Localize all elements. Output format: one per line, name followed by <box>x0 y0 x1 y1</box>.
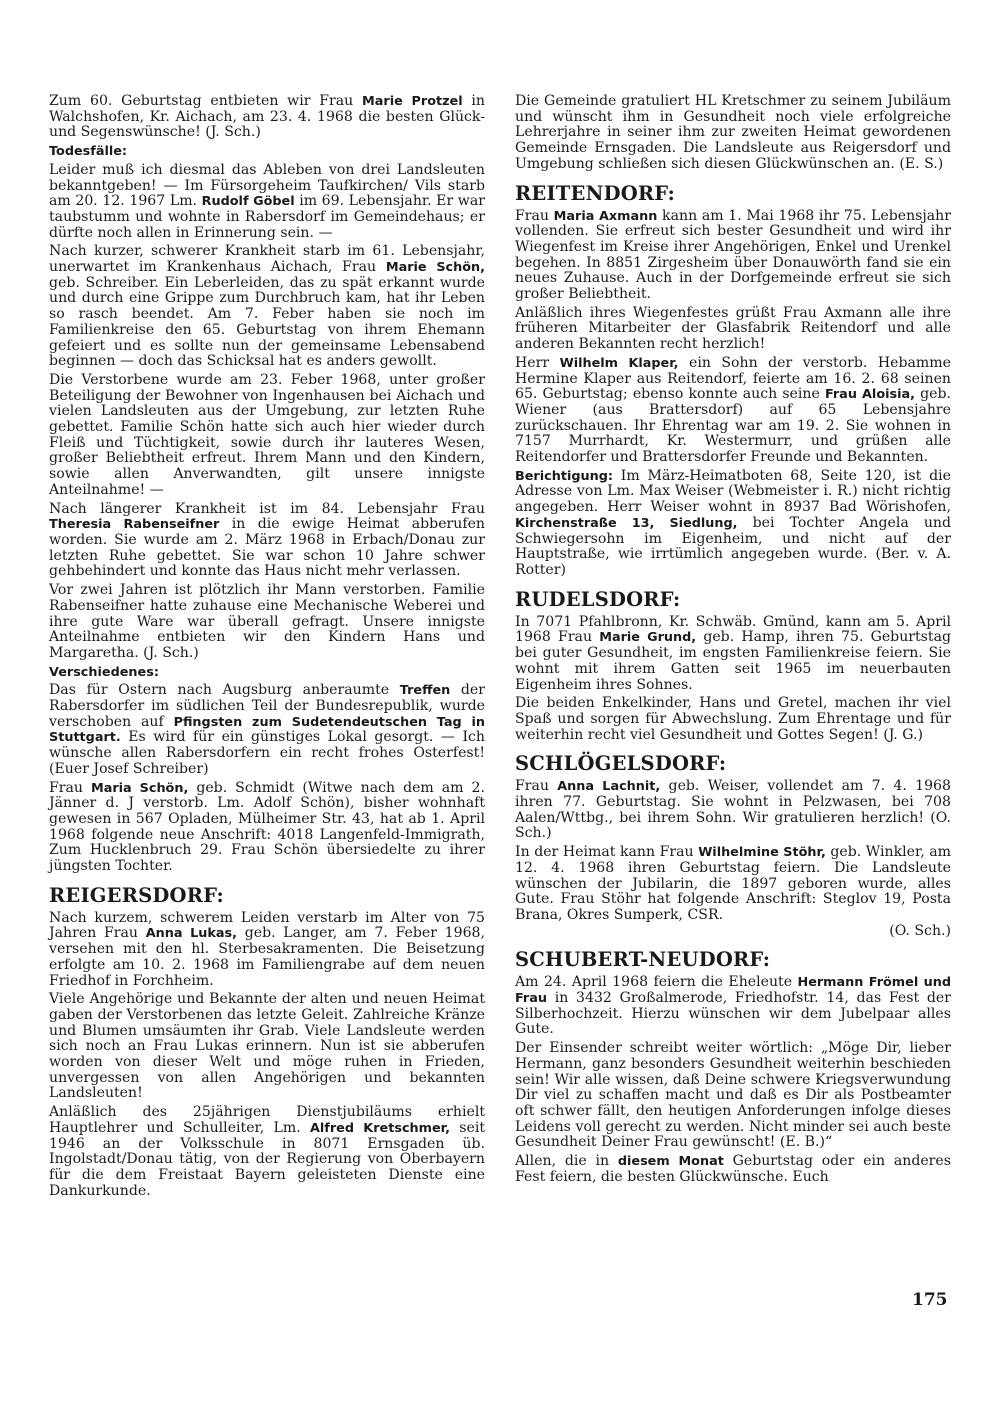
event-name: Pfingsten zum Sudetendeutschen Tag in Stuttgart. <box>49 714 485 746</box>
text-segment: Nach kurzer, schwerer Krankheit starb im 61. Lebensjahr, unerwartet im Krankenhaus Aichach, Frau <box>49 243 485 276</box>
person-name: Marie Grund, <box>599 630 697 646</box>
obituary-lukas-farewell: Viele Angehörige und Bekannte der alten und neuen Heimat gaben der Verstorbenen das letzte Geleit. Zahlreiche Kränze und Blumen umsäumten ihr Grab. Viele Landsleute werden sich noch an Frau Lukas erinnern. Nun ist sie abberufen worden von dieser Welt und möge ruhen in Frieden, unvergessen von allen Angehörigen und bekannten Landsleuten! <box>49 991 485 1102</box>
notice-treffen <box>49 683 485 777</box>
person-name: Marie Protzel <box>362 94 463 109</box>
text-segment: Zum 60. Geburtstag entbieten wir Frau <box>49 93 363 109</box>
text-segment: in Walchshofen, Kr. Aichach, am 23. 4. 1968 die besten Glück- und Segenswünsche! (J. Sch.) <box>49 93 485 141</box>
text-segment: In der Heimat kann Frau <box>515 844 699 861</box>
birthday-wilhelm-klaper <box>515 356 951 466</box>
text-segment: Anläßlich des 25jährigen Dienstjubiläums erhielt Hauptlehrer und Schulleiter, Lm. <box>49 1104 485 1136</box>
text-segment: geb. Wiener (aus Brattersdorf) auf 65 Lebensjahre zurückschauen. Ihr Ehrentag war am 19. 2. Sie wohnen in 7157 Murrhardt, Kr. Westermurr, und grüßen alle Reitendorfer und Brattersdorfer Freunde und Bekannten. <box>515 386 951 466</box>
section-heading-reigersdorf: REIGERSDORF: <box>49 883 224 907</box>
text-segment: Das für Ostern nach Augsburg anberaumte <box>49 682 400 699</box>
text-segment: Leider muß ich diesmal das Ableben von drei Landsleuten bekanntgeben! — Im Fürsorgeheim Taufkirchen/ Vils starb am 20. 12. 1967 Lm. <box>49 161 485 210</box>
text-segment: Frau <box>515 778 558 795</box>
text-segment: Am 24. April 1968 feiern die Eheleute <box>515 974 798 991</box>
signature-o-sch: (O. Sch.) <box>889 922 951 939</box>
subheading-verschiedenes: Verschiedenes: <box>49 664 159 680</box>
grund-grandchildren: Die beiden Enkelkinder, Hans und Gretel, machen ihr viel Spaß und sorgen für Abwechslung. Zum Ehrentage und für weiterhin recht viel Gesundheit und Gottes Segen! (J. G.) <box>515 695 951 743</box>
person-name: Frau Aloisia, <box>824 387 915 403</box>
obituary-schoen-funeral: Die Verstorbene wurde am 23. Feber 1968, unter großer Beteiligung der Bewohner von Ingenhausen bei Aichach und vielen Landsleuten aus der Umgebung, zur letzten Ruhe gebettet. Familie Schön hatte sich auch hier wieder durch Fleiß und Tüchtigkeit, sowie durch ihr lauteres Wesen, großer Beliebtheit erfreut. Ihrem Mann und den Kindern, sowie allen Anverwandten, gilt unsere innigste Anteilnahme! — <box>49 371 485 498</box>
person-name: Anna Lukas, <box>145 926 238 942</box>
text-segment: bei Tochter Angela und Schwiegersohn im Eigenheim, und nicht auf der Hauptstraße, wie irrtümlich angegeben wurde. (Ber. v. A. Rotter) <box>515 514 951 578</box>
right-column <box>515 94 951 1188</box>
text-segment: in die ewige Heimat abberufen worden. Sie wurde am 2. März 1968 in Erbach/Donau zur letzten Ruhe gebettet. Sie war schon 10 Jahre schwer gehbehindert und konnte das Haus nicht mehr verlassen. <box>49 516 485 580</box>
section-heading-schloegelsdorf: SCHLÖGELSDORF: <box>515 752 727 776</box>
event-name: Treffen <box>399 683 451 699</box>
correction-notice <box>515 469 951 579</box>
monthly-greeting <box>515 1154 951 1185</box>
person-name: Rudolf Göbel <box>201 194 295 210</box>
text-segment: Frau <box>49 779 91 796</box>
text-segment: Nach kurzem, schwerem Leiden verstarb im Alter von 75 Jahren Frau <box>49 909 485 942</box>
text-segment: in 3432 Großalmerode, Friedhofstr. 14, das Fest der Silberhochzeit. Hierzu wünschen wir dem Jubelpaar alles Gute. <box>515 990 951 1038</box>
letter-quote: Der Einsender schreibt weiter wörtlich: „Möge Dir, lieber Hermann, ganz besonders Gesundheit weiterhin beschieden sein! Wir alle wissen, daß Deine schwere Kriegsverwundung Dir viel zu schaffen macht und daß es Dir als Postbeamter oft schwer fällt, den heutigen Anforderungen infolge dieses Leidens voll gerecht zu werden. Nicht minder sei auch beste Gesundheit Deiner Frau gewünscht! (E. B.)“ <box>515 1040 951 1151</box>
text-segment: Frau <box>515 207 554 224</box>
text-segment: seit 1946 an der Volksschule in 8071 Ernsgaden üb. Ingolstadt/Donau tätig, von der Regierung von Oberbayern für die dem Freistaat Bayern geleisteten Dienste eine Dankurkunde. <box>49 1119 485 1199</box>
person-name: Marie Schön, <box>385 260 485 276</box>
text-segment: der Rabersdorfer im südlichen Teil der Bundesrepublik, wurde verschoben auf <box>49 682 485 730</box>
greeting-axmann: Anläßlich ihres Wiegenfestes grüßt Frau Axmann alle ihre früheren Mitarbeiter der Glasfabrik Reitendorf und alle anderen Bekannten recht herzlich! <box>515 304 951 353</box>
section-heading-reitendorf: REITENDORF: <box>515 181 676 205</box>
text-segment: geb. Winkler, am 12. 4. 1968 ihren Geburtstag feiern. Die Landsleute wünschen der Jubilarin, die 1897 geboren wurde, alles Gute. Frau Stöhr hat folgende Anschrift: Steglov 19, Posta Brana, Okres Sumperk, CSR. <box>515 844 952 923</box>
left-column <box>49 94 485 1202</box>
person-name: Theresia Rabenseifner <box>49 517 220 533</box>
obituary-anna-lukas <box>49 911 485 990</box>
birthday-maria-axmann <box>515 209 951 303</box>
congratulation-kretschmer: Die Gemeinde gratuliert HL Kretschmer zu seinem Jubiläum und wünscht ihm in Gesundheit noch viele erfolgreiche Lehrerjahre in seiner ihm zur zweiten Heimat gewordenen Gemeinde Ernsgaden. Die Landsleute aus Reigersdorf und Umgebung schließen sich diesen Glückwünschen an. (E. S.) <box>515 93 951 172</box>
obituary-rudolf-goebel <box>49 163 485 242</box>
correction-label: Berichtigung: <box>515 468 613 484</box>
person-name: Wilhelm Klaper, <box>559 355 679 371</box>
text-segment: Es wird für ein günstiges Lokal gesorgt. — Ich wünsche allen Rabersdorfern ein recht frohes Osterfest! (Euer Josef Schreiber) <box>49 729 485 777</box>
obituary-marie-schoen <box>49 244 485 370</box>
text-segment: Im März-Heimatboten 68, Seite 120, ist die Adresse von Lm. Max Weiser (Webmeister i. R.) nicht richtig angegeben. Herr Weiser wohnt in 8937 Bad Wörishofen, <box>515 467 951 516</box>
notice-maria-schoen-address <box>49 781 485 875</box>
text-segment: geb. Schmidt (Witwe nach dem am 2. Jänner d. J verstorb. Lm. Adolf Schön), bisher wohnhaft gewesen in 567 Opladen, Mülheimer Str. 43, hat ab 1. April 1968 folgende neue Anschrift: 4018 Langenfeld-Immigrath, Zum Hucklenbruch 29. Frau Schön übersiedelte zu ihrer jüngsten Tochter. <box>49 779 485 875</box>
text-segment: kann am 1. Mai 1968 ihr 75. Lebensjahr vollenden. Sie erfreut sich bester Gesundheit und wird ihr Wiegenfest im Kreise ihrer Angehörigen, Enkel und Urenkel begehen. In 8851 Zirgesheim über Donauwörth fand sie ein neues Zuhause. Auch in der Dorfgemeinde erfreut sie sich großer Beliebtheit. <box>515 207 951 303</box>
address-highlight: Kirchenstraße 13, Siedlung, <box>515 515 738 531</box>
page-number: 175 <box>912 1290 948 1310</box>
text-segment: geb. Hamp, ihren 75. Geburtstag bei guter Gesundheit, im engsten Familienkreise feiern. Sie wohnt mit ihrem Gatten seit 1965 im neuerbauten Eigenheim ihres Sohnes. <box>515 629 951 693</box>
person-name: Maria Axmann <box>553 208 658 224</box>
text-segment: geb. Langer, am 7. Feber 1968, versehen mit den hl. Sterbesakramenten. Die Beisetzung erfolgte am 10. 2. 1968 im Familiengrabe auf dem neuen Friedhof in Forchheim. <box>49 925 485 989</box>
text-segment: Nach längerer Krankheit ist im 84. Lebensjahr Frau <box>49 500 485 517</box>
birthday-marie-protzel <box>49 94 485 141</box>
text-segment: ein Sohn der verstorb. Hebamme Hermine Klaper aus Reitendorf, feierte am 16. 2. 68 seinen 65. Geburtstag; ebenso konnte auch seine <box>515 354 951 403</box>
section-heading-schubert-neudorf: SCHUBERT-NEUDORF: <box>515 948 771 972</box>
birthday-anna-lachnit <box>515 779 951 842</box>
obituary-rabenseifner-family: Vor zwei Jahren ist plötzlich ihr Mann verstorben. Familie Rabenseifner hatte zuhause eine Mechanische Weberei und ihre gute Ware war überall gefragt. Unsere innigste Anteilnahme entbieten wir den Kindern Hans und Margaretha. (J. Sch.) <box>49 582 485 661</box>
person-name: Hermann Frömel und Frau <box>515 975 951 1007</box>
text-segment: geb. Weiser, vollendet am 7. 4. 1968 ihren 77. Geburtstag. Sie wohnt in Pelzwasen, bei 708 Aalen/Wttbg., bei ihrem Sohn. Wir gratulieren herzlich! (O. Sch.) <box>515 778 951 842</box>
text-segment: Herr <box>515 354 560 371</box>
text-segment: im 69. Lebensjahr. Er war taubstumm und wohnte in Rabersdorf im Gemeindehaus; er dürfte noch allen in Erinnerung sein. — <box>49 193 485 241</box>
birthday-marie-grund <box>515 615 951 694</box>
person-name: Maria Schön, <box>90 780 189 796</box>
text-segment: geb. Schreiber. Ein Leberleiden, das zu spät erkannt wurde und durch eine Grippe zum Durchbruch kam, hat ihr Leben so rasch beendet. Am 7. Feber haben sie noch im Familienkreise den 65. Geburtstag von ihrem Ehemann gefeiert und es sollte nun der gemeinsame Lebensabend beginnen — doch das Schicksal hat es anders gewollt. <box>49 274 485 370</box>
subheading-todesfaelle: Todesfälle: <box>49 144 128 160</box>
person-name: Alfred Kretschmer, <box>310 1120 450 1136</box>
jubilee-alfred-kretschmer <box>49 1105 485 1199</box>
birthday-wilhelmine-stoehr <box>515 845 951 924</box>
person-name: Wilhelmine Stöhr, <box>698 845 826 861</box>
text-segment: In 7071 Pfahlbronn, Kr. Schwäb. Gmünd, kann am 5. April 1968 Frau <box>515 613 951 646</box>
text-segment: Geburtstag oder ein anderes Fest feiern, die besten Glückwünsche. Euch <box>515 1153 951 1185</box>
text-segment: Allen, die in <box>515 1153 618 1170</box>
section-heading-rudelsdorf: RUDELSDORF: <box>515 587 681 611</box>
person-name: Anna Lachnit, <box>557 779 661 795</box>
obituary-theresia-rabenseifner <box>49 502 485 581</box>
emphasis: diesem Monat <box>617 1154 724 1170</box>
silver-wedding-froemel <box>515 975 951 1038</box>
